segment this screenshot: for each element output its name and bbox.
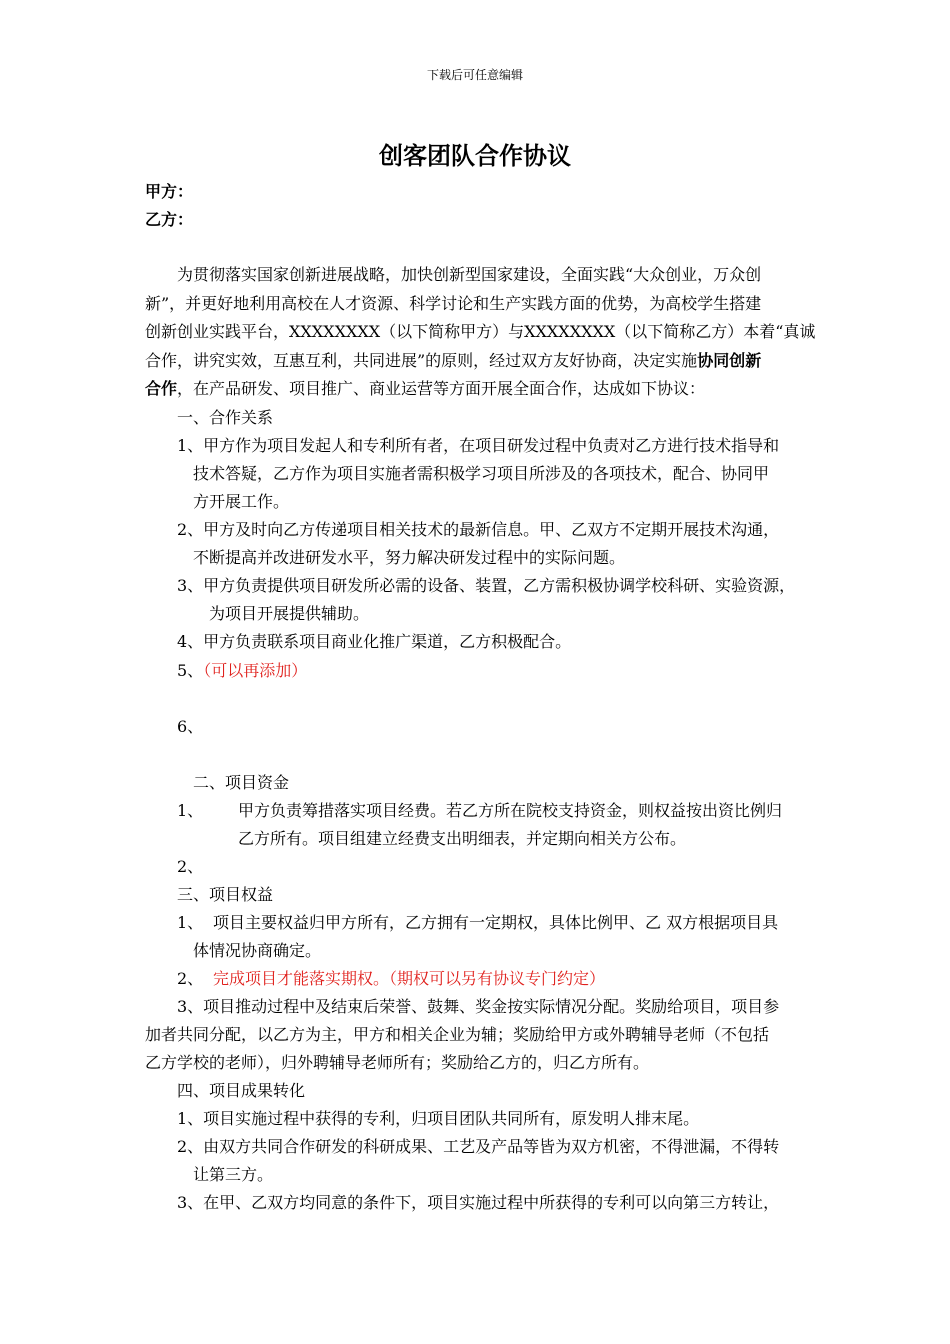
s1-item-1-line-3: 方开展工作。 xyxy=(193,492,290,511)
s1-item-5-number: 5、 xyxy=(177,661,204,680)
section-4-heading: 四、项目成果转化 xyxy=(177,1081,306,1100)
s1-item-5-note: （可以再添加） xyxy=(203,661,308,680)
intro-line-3: 创新创业实践平台，XXXXXXXX（以下简称甲方）与XXXXXXXX（以下简称乙方）本着“真诚 xyxy=(145,322,816,341)
s3-item-1-line-2: 体情况协商确定。 xyxy=(193,941,322,960)
s4-item-3-line-1: 3、在甲、乙双方均同意的条件下，项目实施过程中所获得的专利可以向第三方转让， xyxy=(177,1193,780,1212)
s4-item-1: 1、项目实施过程中获得的专利，归项目团队共同所有，原发明人排末尾。 xyxy=(177,1109,700,1128)
intro-line-1: 为贯彻落实国家创新进展战略，加快创新型国家建设，全面实践“大众创业，万众创 xyxy=(177,265,762,284)
s1-item-4: 4、甲方负责联系项目商业化推广渠道，乙方积极配合。 xyxy=(177,632,572,651)
intro-line-4-text: 合作，讲究实效，互惠互利，共同进展”的原则，经过双方友好协商，决定实施 xyxy=(145,351,698,370)
s3-item-2-number: 2、 xyxy=(177,969,204,988)
s4-item-2-line-1: 2、由双方共同合作研发的科研成果、工艺及产品等皆为双方机密，不得泄漏，不得转 xyxy=(177,1137,780,1156)
s1-item-5 xyxy=(177,661,307,680)
s3-item-1-number: 1、 xyxy=(177,913,204,932)
section-2-heading: 二、项目资金 xyxy=(193,773,290,792)
document-title: 创客团队合作协议 xyxy=(379,141,571,170)
s3-item-3-line-3: 乙方学校的老师），归外聘辅导老师所有；奖励给乙方的，归乙方所有。 xyxy=(145,1053,650,1072)
s2-item-2: 2、 xyxy=(177,857,204,876)
s2-item-1-number: 1、 xyxy=(177,801,204,820)
s1-item-3-line-1: 3、甲方负责提供项目研发所必需的设备、装置，乙方需积极协调学校科研、实验资源， xyxy=(177,576,796,595)
s1-item-2-line-2: 不断提高并改进研发水平，努力解决研发过程中的实际问题。 xyxy=(193,548,626,567)
section-3-heading: 三、项目权益 xyxy=(177,885,274,904)
s3-item-2-text: 完成项目才能落实期权。（期权可以另有协议专门约定） xyxy=(213,969,606,988)
section-1-heading: 一、合作关系 xyxy=(177,408,274,427)
s1-item-1-line-1: 1、甲方作为项目发起人和专利所有者，在项目研发过程中负责对乙方进行技术指导和 xyxy=(177,436,780,455)
s4-item-2-line-2: 让第三方。 xyxy=(193,1165,274,1184)
party-b-label: 乙方： xyxy=(145,210,194,229)
intro-bold-term-cont: 合作 xyxy=(145,379,178,398)
party-a-label: 甲方： xyxy=(145,182,194,201)
s1-item-2-line-1: 2、甲方及时向乙方传递项目相关技术的最新信息。甲、乙双方不定期开展技术沟通， xyxy=(177,520,780,539)
intro-line-2: 新”，并更好地利用高校在人才资源、科学讨论和生产实践方面的优势，为高校学生搭建 xyxy=(145,294,762,313)
intro-line-5 xyxy=(145,379,705,398)
s1-item-3-line-2: 为项目开展提供辅助。 xyxy=(209,604,370,623)
page-header: 下载后可任意编辑 xyxy=(426,68,523,82)
s3-item-3-line-1: 3、项目推动过程中及结束后荣誉、鼓舞、奖金按实际情况分配。奖励给项目，项目参 xyxy=(177,997,780,1016)
intro-line-5-text: ，在产品研发、项目推广、商业运营等方面开展全面合作，达成如下协议： xyxy=(177,379,706,398)
s3-item-1-line-1: 项目主要权益归甲方所有，乙方拥有一定期权，具体比例甲、乙 双方根据项目具 xyxy=(213,913,779,932)
intro-line-4 xyxy=(145,351,761,370)
s1-item-1-line-2: 技术答疑，乙方作为项目实施者需积极学习项目所涉及的各项技术，配合、协同甲 xyxy=(193,464,770,483)
s2-item-1-line-1: 甲方负责筹措落实项目经费。若乙方所在院校支持资金，则权益按出资比例归 xyxy=(238,801,783,820)
intro-bold-term: 协同创新 xyxy=(697,351,762,370)
s3-item-3-line-2: 加者共同分配，以乙方为主，甲方和相关企业为辅；奖励给甲方或外聘辅导老师（不包括 xyxy=(145,1025,770,1044)
s1-item-6: 6、 xyxy=(177,717,204,736)
s2-item-1-line-2: 乙方所有。项目组建立经费支出明细表，并定期向相关方公布。 xyxy=(238,829,687,848)
